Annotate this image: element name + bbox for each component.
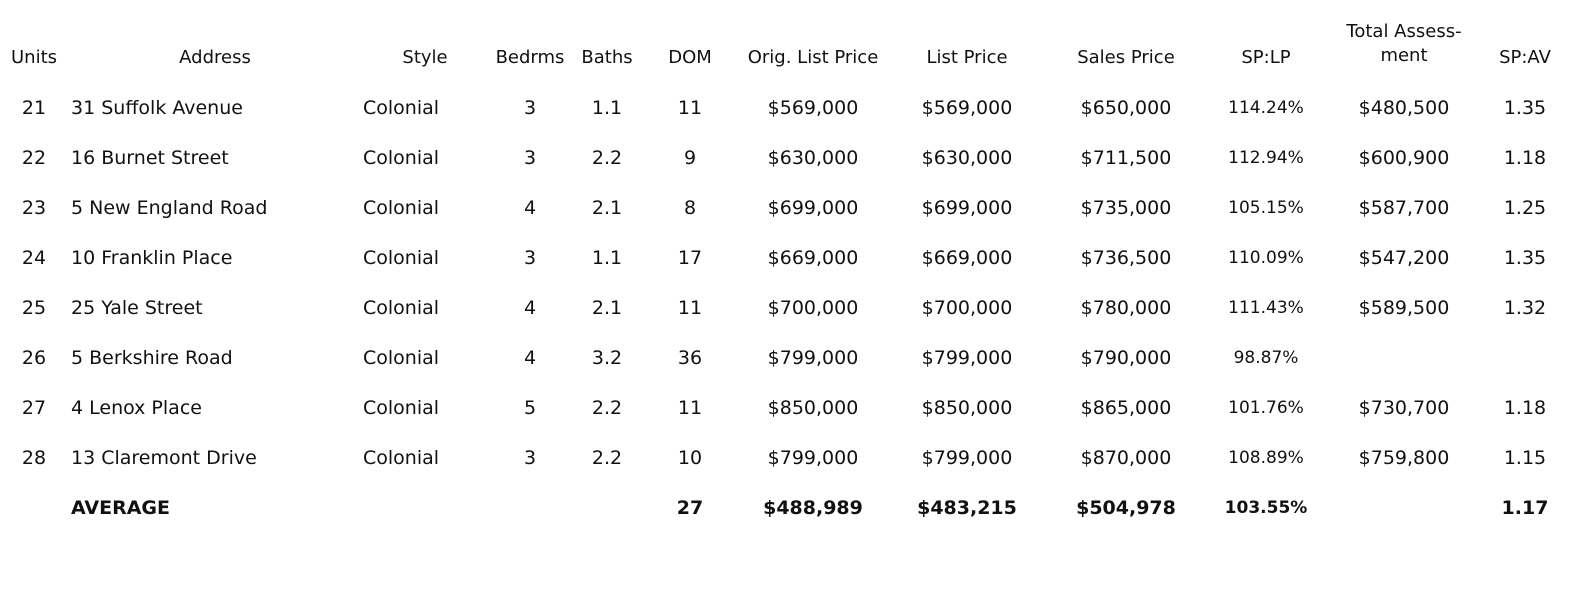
row-1-style: Colonial [363, 97, 440, 119]
row-5-sp-lp: 111.43% [1228, 298, 1304, 318]
row-5-units: 25 [21, 297, 47, 319]
row-7-units: 27 [21, 397, 47, 419]
row-3-sp-lp: 105.15% [1228, 198, 1304, 218]
row-6-sales-price: $790,000 [1080, 347, 1172, 369]
row-8-dom: 10 [677, 447, 703, 469]
row-5-bedrms: 4 [523, 297, 537, 319]
row-1-orig-list-price: $569,000 [767, 97, 859, 119]
row-8-sp-av: 1.15 [1503, 447, 1547, 469]
row-4-sales-price: $736,500 [1080, 247, 1172, 269]
row-4-list-price: $669,000 [921, 247, 1013, 269]
average-address: AVERAGE [71, 497, 171, 519]
header-orig-list-price: Orig. List Price [747, 47, 879, 68]
row-1-sp-av: 1.35 [1503, 97, 1547, 119]
row-6-sp-lp: 98.87% [1233, 348, 1299, 368]
row-8-sp-lp: 108.89% [1228, 448, 1304, 468]
row-8-bedrms: 3 [523, 447, 537, 469]
row-8-list-price: $799,000 [921, 447, 1013, 469]
row-4-sp-av: 1.35 [1503, 247, 1547, 269]
row-1-bedrms: 3 [523, 97, 537, 119]
row-5-dom: 11 [677, 297, 703, 319]
row-1-list-price: $569,000 [921, 97, 1013, 119]
average-dom: 27 [676, 497, 704, 519]
row-7-sales-price: $865,000 [1080, 397, 1172, 419]
header-units: Units [10, 47, 58, 68]
row-4-sp-lp: 110.09% [1228, 248, 1304, 268]
row-7-style: Colonial [363, 397, 440, 419]
header-style: Style [402, 47, 448, 68]
row-1-address: 31 Suffolk Avenue [71, 97, 243, 119]
row-2-address: 16 Burnet Street [71, 147, 229, 169]
row-4-orig-list-price: $669,000 [767, 247, 859, 269]
row-4-total-assessment: $547,200 [1358, 247, 1450, 269]
row-7-baths: 2.2 [591, 397, 623, 419]
row-1-total-assessment: $480,500 [1358, 97, 1450, 119]
row-7-sp-lp: 101.76% [1228, 398, 1304, 418]
row-6-units: 26 [21, 347, 47, 369]
average-list-price: $483,215 [917, 497, 1017, 519]
row-7-list-price: $850,000 [921, 397, 1013, 419]
header-sales-price: Sales Price [1077, 47, 1175, 68]
row-3-list-price: $699,000 [921, 197, 1013, 219]
row-2-sp-av: 1.18 [1503, 147, 1547, 169]
row-3-units: 23 [21, 197, 47, 219]
row-2-orig-list-price: $630,000 [767, 147, 859, 169]
row-8-style: Colonial [363, 447, 440, 469]
row-5-orig-list-price: $700,000 [767, 297, 859, 319]
row-3-address: 5 New England Road [71, 197, 268, 219]
row-7-dom: 11 [677, 397, 703, 419]
row-3-baths: 2.1 [591, 197, 623, 219]
row-8-baths: 2.2 [591, 447, 623, 469]
row-5-address: 25 Yale Street [71, 297, 203, 319]
row-6-list-price: $799,000 [921, 347, 1013, 369]
row-3-dom: 8 [683, 197, 697, 219]
row-3-sales-price: $735,000 [1080, 197, 1172, 219]
row-7-address: 4 Lenox Place [71, 397, 202, 419]
row-4-style: Colonial [363, 247, 440, 269]
row-6-baths: 3.2 [591, 347, 623, 369]
row-5-sp-av: 1.32 [1503, 297, 1547, 319]
row-7-sp-av: 1.18 [1503, 397, 1547, 419]
header-baths: Baths [581, 47, 633, 68]
row-5-style: Colonial [363, 297, 440, 319]
row-1-sales-price: $650,000 [1080, 97, 1172, 119]
header-total-assessment-line-1: Total Assess- [1346, 21, 1462, 42]
row-2-bedrms: 3 [523, 147, 537, 169]
row-7-orig-list-price: $850,000 [767, 397, 859, 419]
average-sales-price: $504,978 [1076, 497, 1176, 519]
row-7-total-assessment: $730,700 [1358, 397, 1450, 419]
row-3-total-assessment: $587,700 [1358, 197, 1450, 219]
row-4-units: 24 [21, 247, 47, 269]
row-4-bedrms: 3 [523, 247, 537, 269]
row-4-dom: 17 [677, 247, 703, 269]
header-dom: DOM [668, 47, 712, 68]
row-5-total-assessment: $589,500 [1358, 297, 1450, 319]
average-sp-lp: 103.55% [1224, 498, 1308, 518]
row-6-style: Colonial [363, 347, 440, 369]
row-3-style: Colonial [363, 197, 440, 219]
row-1-units: 21 [21, 97, 47, 119]
row-8-units: 28 [21, 447, 47, 469]
row-7-bedrms: 5 [523, 397, 537, 419]
row-2-sp-lp: 112.94% [1228, 148, 1304, 168]
row-1-sp-lp: 114.24% [1228, 98, 1304, 118]
row-2-sales-price: $711,500 [1080, 147, 1172, 169]
header-total-assessment [1346, 20, 1461, 68]
header-bedrms: Bedrms [495, 47, 565, 68]
average-sp-av: 1.17 [1501, 497, 1549, 519]
row-2-style: Colonial [363, 147, 440, 169]
row-2-total-assessment: $600,900 [1358, 147, 1450, 169]
row-5-baths: 2.1 [591, 297, 623, 319]
row-3-sp-av: 1.25 [1503, 197, 1547, 219]
row-5-list-price: $700,000 [921, 297, 1013, 319]
row-4-baths: 1.1 [591, 247, 623, 269]
average-orig-list-price: $488,989 [763, 497, 863, 519]
row-3-bedrms: 4 [523, 197, 537, 219]
header-sp-lp: SP:LP [1241, 47, 1291, 68]
header-sp-av: SP:AV [1499, 47, 1551, 68]
row-6-dom: 36 [677, 347, 703, 369]
row-6-address: 5 Berkshire Road [71, 347, 233, 369]
row-1-baths: 1.1 [591, 97, 623, 119]
row-2-dom: 9 [683, 147, 697, 169]
row-2-baths: 2.2 [591, 147, 623, 169]
header-list-price: List Price [926, 47, 1008, 68]
row-6-bedrms: 4 [523, 347, 537, 369]
row-3-orig-list-price: $699,000 [767, 197, 859, 219]
header-total-assessment-line-2: ment [1380, 45, 1428, 66]
row-1-dom: 11 [677, 97, 703, 119]
row-5-sales-price: $780,000 [1080, 297, 1172, 319]
row-2-units: 22 [21, 147, 47, 169]
row-8-address: 13 Claremont Drive [71, 447, 257, 469]
row-8-total-assessment: $759,800 [1358, 447, 1450, 469]
row-6-orig-list-price: $799,000 [767, 347, 859, 369]
row-8-orig-list-price: $799,000 [767, 447, 859, 469]
row-2-list-price: $630,000 [921, 147, 1013, 169]
row-4-address: 10 Franklin Place [71, 247, 233, 269]
header-address: Address [179, 47, 251, 68]
row-8-sales-price: $870,000 [1080, 447, 1172, 469]
